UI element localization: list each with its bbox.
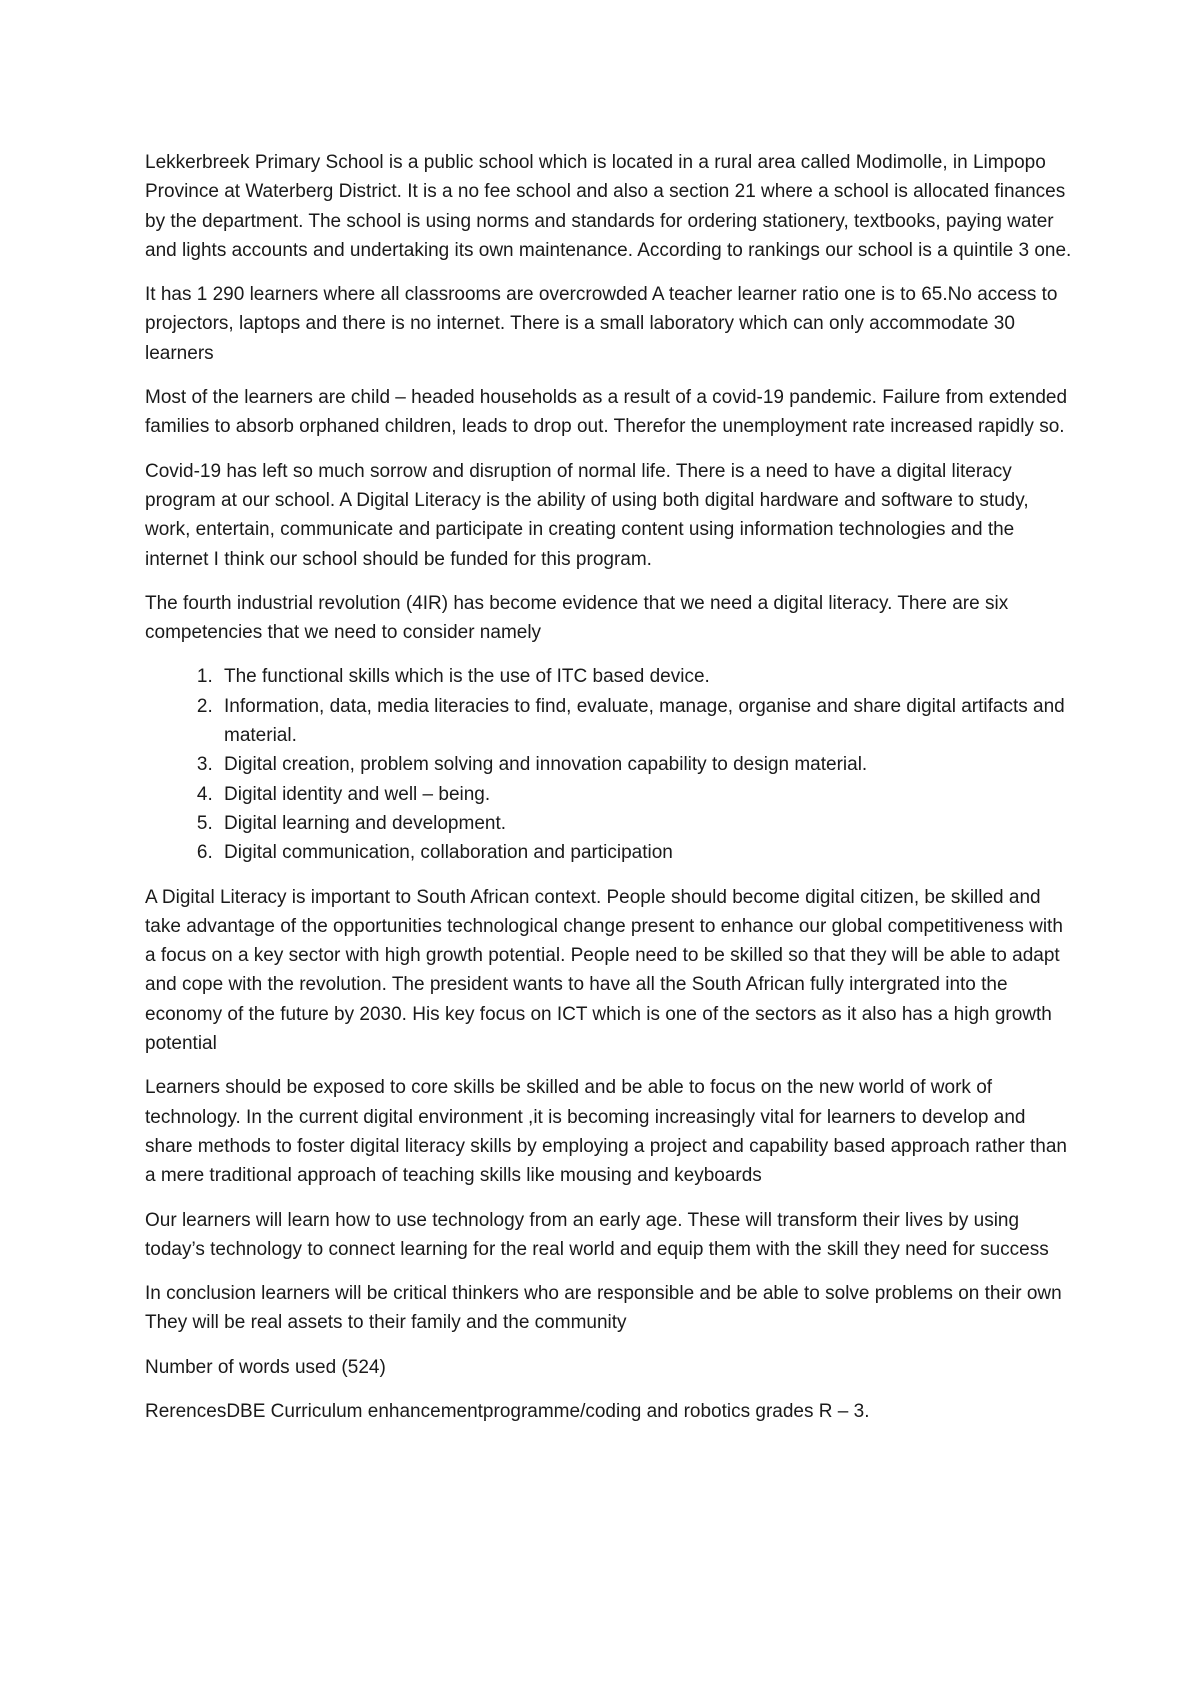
paragraph-school-profile: Lekkerbreek Primary School is a public school which is located in a rural area called Modimolle, in Limpopo Province at Waterberg District. It is a no fee school and also a section 21 where a school is allocated finances by the department. The school is using norms and standards for ordering stationery, textbooks, paying water and lights accounts and undertaking its own maintenance. According to rankings our school is a quintile 3 one. <box>145 152 1072 261</box>
paragraph-child-headed-households: Most of the learners are child – headed households as a result of a covid-19 pandemic. Failure from extended families to absorb orphaned children, leads to drop out. Therefor the unemployment rate increased rapidly so. <box>145 387 1068 438</box>
list-item: 2. Information, data, media literacies to find, evaluate, manage, organise and share digital artifacts and material. <box>218 692 1075 751</box>
paragraph-fourth-industrial-revolution: The fourth industrial revolution (4IR) has become evidence that we need a digital literacy. There are six competencies that we need to consider namely <box>145 592 1009 644</box>
competencies-list <box>145 662 1075 867</box>
list-item: 6. Digital communication, collaboration and participation <box>218 838 1075 867</box>
paragraph-core-skills: Learners should be exposed to core skills be skilled and be able to focus on the new world of work of technology. In the current digital environment ,it is becoming increasingly vital for learners to develop and share methods to foster digital literacy skills by employing a project and capability based approach rather than a mere traditional approach of teaching skills like mousing and keyboards <box>145 1077 1068 1187</box>
paragraph-covid-digital-literacy: Covid-19 has left so much sorrow and disruption of normal life. There is a need to have a digital literacy program at our school. A Digital Literacy is the ability of using both digital hardware and software to study, work, entertain, communicate and participate in creating content using information technologies and the internet I think our school should be funded for this program. <box>145 460 1029 570</box>
paragraph-conclusion: In conclusion learners will be critical thinkers who are responsible and be able to solve problems on their own They will be real assets to their family and the community <box>145 1283 1062 1334</box>
list-item: 3. Digital creation, problem solving and innovation capability to design material. <box>218 750 1075 779</box>
references: RerencesDBE Curriculum enhancementprogramme/coding and robotics grades R – 3. <box>145 1400 870 1422</box>
list-item: 5. Digital learning and development. <box>218 809 1075 838</box>
paragraph-early-age-technology: Our learners will learn how to use technology from an early age. These will transform their lives by using today’s technology to connect learning for the real world and equip them with the skill they need for success <box>145 1209 1049 1260</box>
paragraph-learner-numbers: It has 1 290 learners where all classrooms are overcrowded A teacher learner ratio one is to 65.No access to projectors, laptops and there is no internet. There is a small laboratory which can only accommodate 30 learners <box>145 284 1058 364</box>
paragraph-south-african-context: A Digital Literacy is important to South African context. People should become digital citizen, be skilled and take advantage of the opportunities technological change present to enhance our global competitiveness with a focus on a key sector with high growth potential. People need to be skilled so that they will be able to adapt and cope with the revolution. The president wants to have all the South African fully intergrated into the economy of the future by 2030. His key focus on ICT which is one of the sectors as it also has a high growth potential <box>145 886 1063 1055</box>
list-item: 1. The functional skills which is the use of ITC based device. <box>218 662 1075 691</box>
document-body <box>145 148 1075 1441</box>
list-item: 4. Digital identity and well – being. <box>218 780 1075 809</box>
word-count: Number of words used (524) <box>145 1356 386 1378</box>
